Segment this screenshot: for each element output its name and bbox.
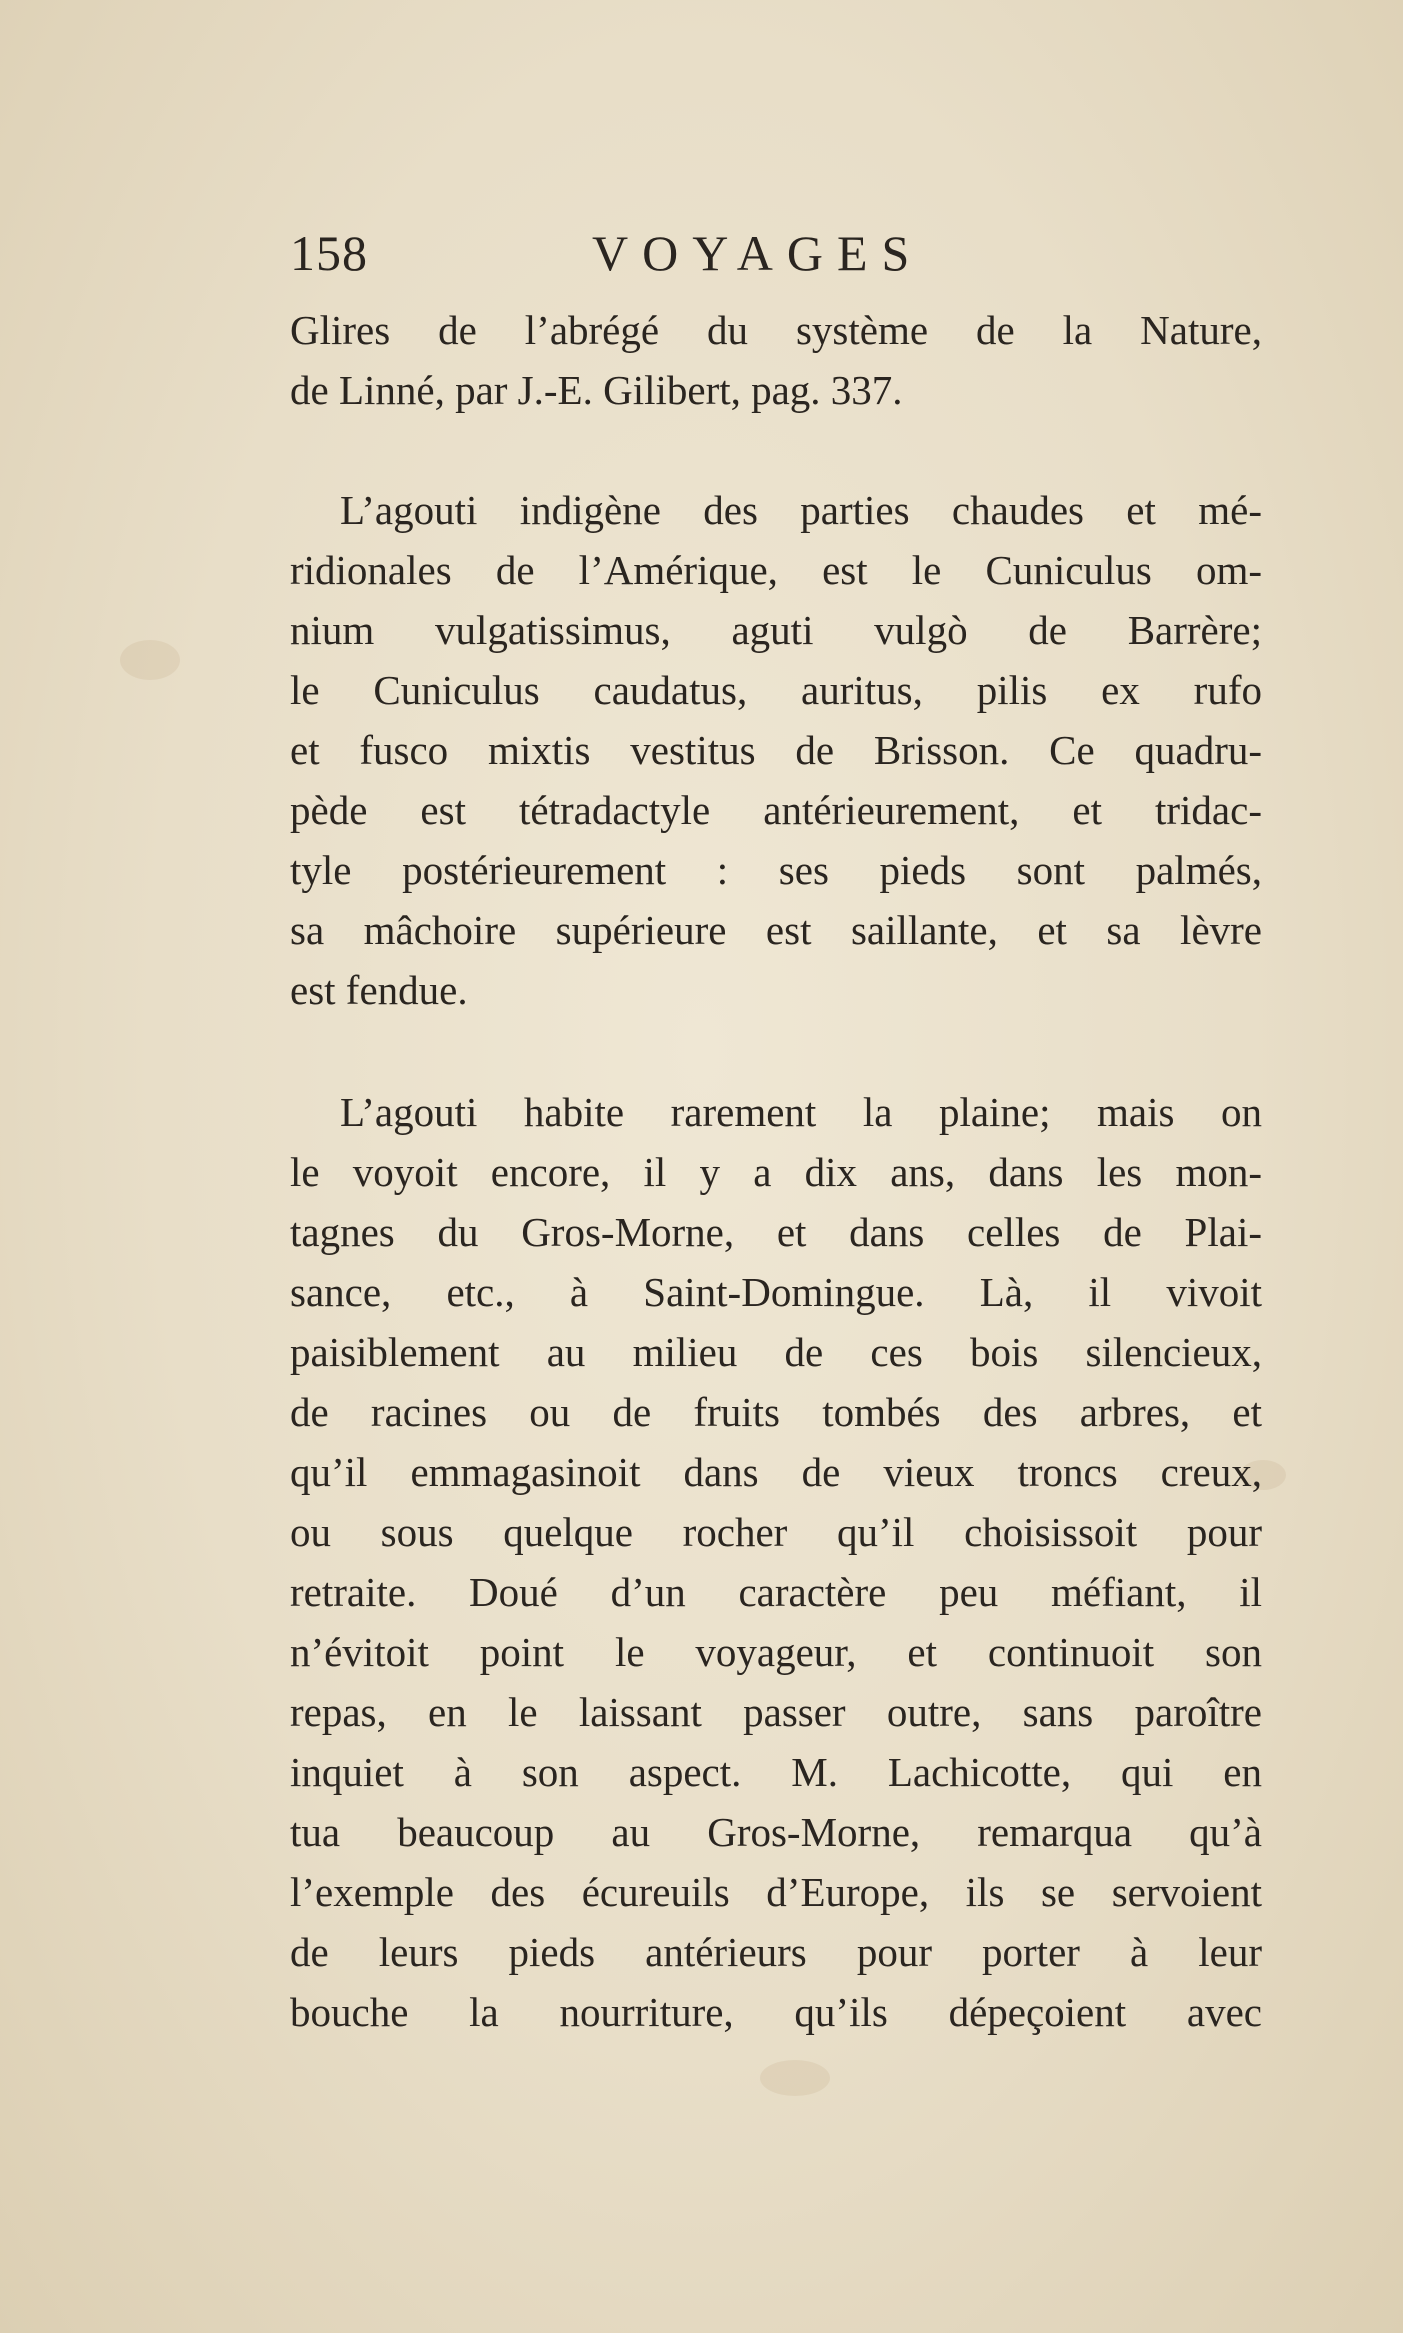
text-line: Glires de l’abrégé du système de la Nature, bbox=[290, 307, 1262, 353]
text-line: n’évitoit point le voyageur, et continuoit son bbox=[290, 1629, 1262, 1675]
page-number: 158 bbox=[290, 225, 368, 281]
text-line: L’agouti habite rarement la plaine; mais on bbox=[340, 1089, 1262, 1135]
text-line: le Cuniculus caudatus, auritus, pilis ex rufo bbox=[290, 667, 1262, 713]
text-line: tua beaucoup au Gros-Morne, remarqua qu’à bbox=[290, 1809, 1262, 1855]
text-line: le voyoit encore, il y a dix ans, dans les mon- bbox=[290, 1149, 1262, 1195]
text-line: est fendue. bbox=[290, 967, 468, 1013]
text-line: tagnes du Gros-Morne, et dans celles de Plai- bbox=[290, 1209, 1262, 1255]
body-text bbox=[290, 300, 1262, 2042]
text-line: qu’il emmagasinoit dans de vieux troncs creux, bbox=[290, 1449, 1262, 1495]
running-title: VOYAGES bbox=[592, 225, 924, 281]
text-line: repas, en le laissant passer outre, sans paroître bbox=[290, 1689, 1262, 1735]
text-line: et fusco mixtis vestitus de Brisson. Ce quadru- bbox=[290, 727, 1262, 773]
text-line: l’exemple des écureuils d’Europe, ils se servoient bbox=[290, 1869, 1262, 1915]
text-line: nium vulgatissimus, aguti vulgò de Barrère; bbox=[290, 607, 1262, 653]
text-line: tyle postérieurement : ses pieds sont palmés, bbox=[290, 847, 1262, 893]
paragraph bbox=[290, 1082, 1262, 2042]
text-line: sa mâchoire supérieure est saillante, et sa lèvre bbox=[290, 907, 1262, 953]
text-line: pède est tétradactyle antérieurement, et tridac- bbox=[290, 787, 1262, 833]
text-line: de racines ou de fruits tombés des arbres, et bbox=[290, 1389, 1262, 1435]
text-line: paisiblement au milieu de ces bois silencieux, bbox=[290, 1329, 1262, 1375]
paragraph bbox=[290, 480, 1262, 1020]
text-line: sance, etc., à Saint-Domingue. Là, il vivoit bbox=[290, 1269, 1262, 1315]
running-head bbox=[290, 218, 1262, 288]
text-line: L’agouti indigène des parties chaudes et mé- bbox=[340, 487, 1262, 533]
paragraph bbox=[290, 300, 1262, 420]
text-line: inquiet à son aspect. M. Lachicotte, qui en bbox=[290, 1749, 1262, 1795]
text-line: retraite. Doué d’un caractère peu méfiant, il bbox=[290, 1569, 1262, 1615]
text-line: ridionales de l’Amérique, est le Cuniculus om- bbox=[290, 547, 1262, 593]
text-line: bouche la nourriture, qu’ils dépeçoient avec bbox=[290, 1989, 1262, 2035]
text-line: de Linné, par J.-E. Gilibert, pag. 337. bbox=[290, 367, 903, 413]
text-line: de leurs pieds antérieurs pour porter à leur bbox=[290, 1929, 1262, 1975]
text-line: ou sous quelque rocher qu’il choisissoit pour bbox=[290, 1509, 1262, 1555]
